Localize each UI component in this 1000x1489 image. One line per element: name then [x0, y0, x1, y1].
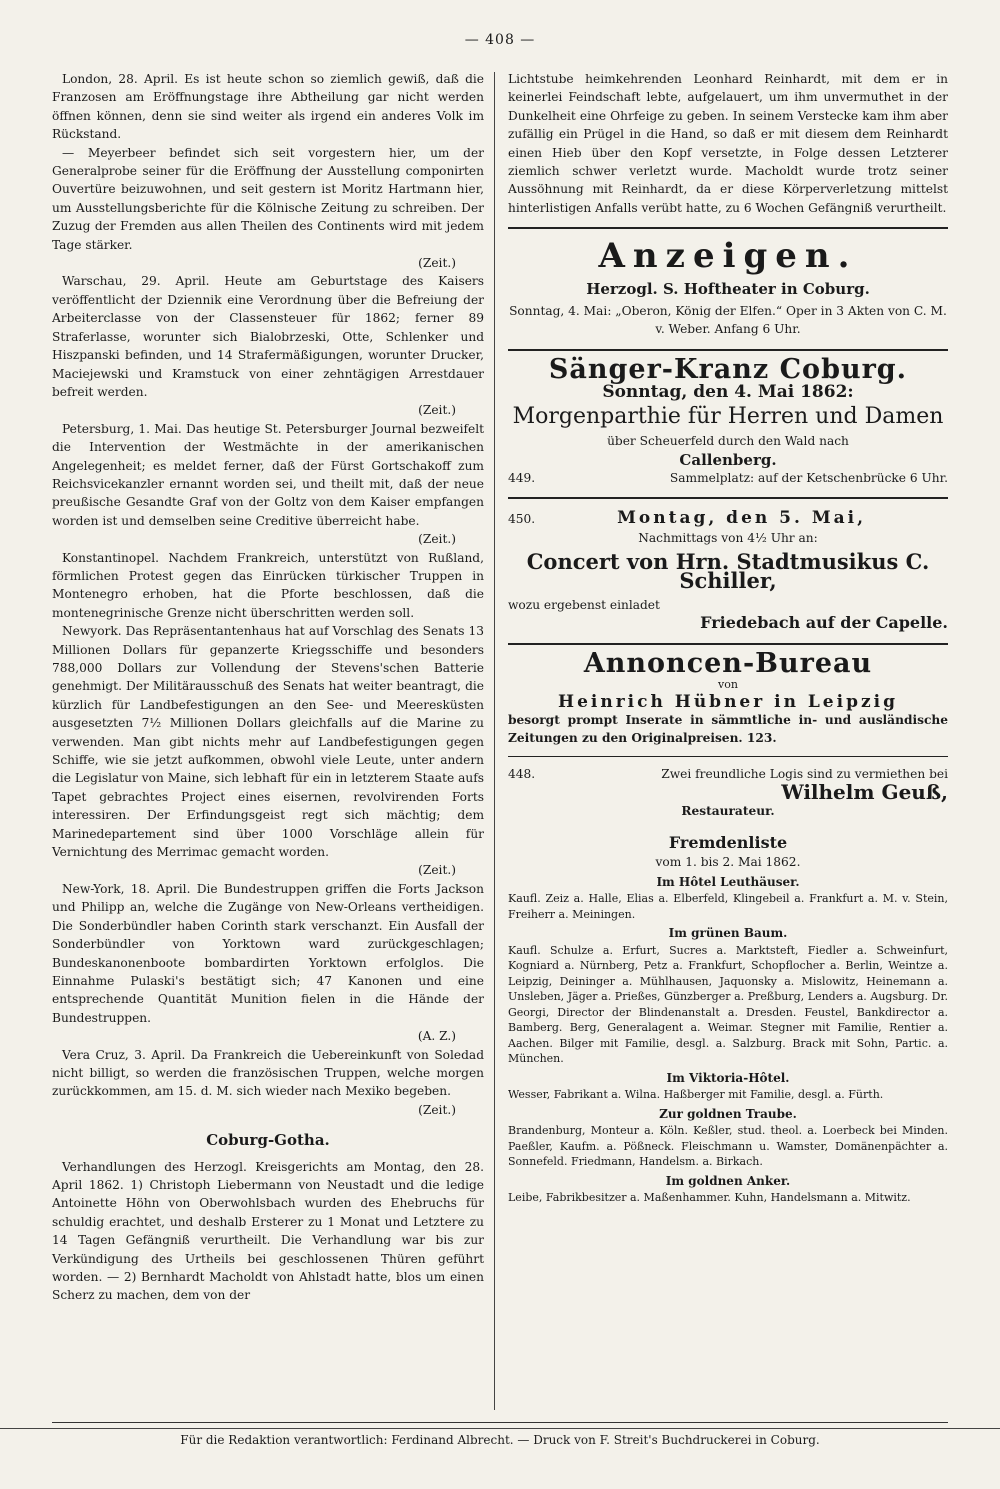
concert-day: Montag, den 5. Mai,: [617, 508, 867, 529]
concert-time: Nachmittags von 4½ Uhr an:: [638, 530, 818, 545]
ad-number: 448.: [508, 766, 536, 781]
annoncen-title: Annoncen-Bureau: [583, 647, 873, 679]
concert-invite: wozu ergebenst einladet: [508, 597, 660, 612]
concert-host: Friedebach auf der Capelle.: [700, 613, 948, 633]
annoncen-text-body: besorgt prompt Inserate in sämmtliche in- und ausländische Zeitungen zu den Originalpreisen.: [508, 713, 948, 746]
hotel-heading: Im grünen Baum.: [668, 926, 788, 941]
article-meyerbeer: — Meyerbeer befindet sich seit vorgestern hier, um der Generalprobe seiner für die Eröffnung der Ausstellung componirten Ouvertüre beizuwohnen, und seit gestern ist Moritz Hartmann hier, um Ausstellungsberichte für die Kölnische Zeitung zu schreiben. Der Zuzug der Fremden aus allen Theilen des Continents wird mit jedem Tage stärker.: [52, 145, 484, 252]
footer-imprint: Für die Redaktion verantwortlich: Ferdinand Albrecht. — Druck von F. Streit's Buchdruckerei in Coburg.: [0, 1428, 1000, 1447]
source-label: (Zeit.): [418, 863, 456, 878]
theater-heading: Herzogl. S. Hoftheater in Coburg.: [586, 279, 870, 298]
logis-role: Restaurateur.: [681, 803, 775, 818]
hotel-guests: Leibe, Fabrikbesitzer a. Maßenhammer. Kuhn, Handelsmann a. Mitwitz.: [508, 1190, 911, 1204]
ad-number: 450.: [508, 512, 536, 527]
hotel-heading: Im Viktoria-Hôtel.: [666, 1070, 790, 1085]
saenger-date: Sonntag, den 4. Mai 1862:: [602, 382, 854, 403]
article-warschau: Warschau, 29. April. Heute am Geburtstage des Kaisers veröffentlicht der Dziennik eine Verordnung über die Befreiung der Arbeiterclasse von der Classensteuer für 1862; ferner 89 Straferlasse, worunter sich Bialobrzeski, Otte, Schlenker und Hiszpanski befinden, und 14 Strafermäßigungen, worunter Drucker, Maciejewski und Kramstuck von einer zehntägigen Arrestdauer befreit werden.: [52, 274, 484, 399]
article-konstantinopel: Konstantinopel. Nachdem Frankreich, unterstützt von Rußland, förmlichen Protest gegen das Einrücken türkischer Truppen in Montenegro erhoben, hat die Pforte beschlossen, daß die montenegrinische Grenze nicht überschritten werden soll.: [52, 550, 484, 620]
article-petersburg: Petersburg, 1. Mai. Das heutige St. Petersburger Journal bezweifelt die Intervention der Westmächte in der amerikanischen Angelegenheit; es meldet ferner, daß der Fürst Gortschakoff zum Reichsvicekanzler ernannt worden sei, und theilt mit, daß der neue preußische Gesandte Graf von der Goltz von dem Kaiser empfangen worden ist und demselben seine Creditive überreicht habe.: [52, 421, 484, 528]
hotel-guests: Kaufl. Zeiz a. Halle, Elias a. Elberfeld, Klingebeil a. Frankfurt a. M. v. Stein, Freiherr a. Meiningen.: [508, 892, 948, 921]
article-kreisgericht: Verhandlungen des Herzogl. Kreisgerichts am Montag, den 28. April 1862. 1) Christoph Liebermann von Neustadt und die ledige Antoinette Höhn von Oberwohlsbach wurden des Ehebruchs für schuldig erachtet, und deshalb Ersterer zu 1 Monat und Letztere zu 14 Tagen Gefängniß verurtheilt. Die Verhandlung war bis zur Verkündigung des Urtheils bei geschlossenen Thüren geführt worden. — 2) Bernhardt Macholdt von Ahlstadt hatte, blos um einen Scherz zu machen, dem von der: [52, 1159, 484, 1303]
hotel-guests: Wesser, Fabrikant a. Wilna. Haßberger mit Familie, desgl. a. Fürth.: [508, 1088, 884, 1102]
annoncen-von: von: [718, 678, 738, 692]
divider: [508, 349, 948, 351]
divider: [508, 643, 948, 645]
saenger-route: über Scheuerfeld durch den Wald nach: [607, 434, 849, 449]
ad-number: 123.: [746, 731, 777, 746]
concert-day-row: [508, 509, 948, 528]
source-label: (Zeit.): [418, 532, 456, 547]
hotel-heading: Im Hôtel Leuthäuser.: [656, 874, 800, 889]
column-divider: [494, 72, 495, 1410]
saenger-title: Sänger-Kranz Coburg.: [548, 353, 908, 385]
article-london: London, 28. April. Es ist heute schon so ziemlich gewiß, daß die Franzosen am Eröffnungstage ihre Abtheilung gar nicht werden öffnen können, denn sie sind weiter als irgend ein anderes Volk im Rückstand.: [52, 72, 484, 142]
divider: [508, 497, 948, 499]
source-label: (A. Z.): [417, 1029, 456, 1044]
ads-heading: Anzeigen.: [598, 236, 858, 277]
article-newyork: Newyork. Das Repräsentantenhaus hat auf Vorschlag des Senats 13 Millionen Dollars für gepanzerte Kriegsschiffe und besonders 788,000 Dollars zur Vollendung der Stevens'schen Batterie genehmigt. Der Militärausschuß des Senats hat weiter beantragt, die kürzlich für Landbefestigungen an den See- und Meeresküsten ausgesetzten 7½ Millionen Dollars gleichfalls auf die Marine zu verwenden. Man gibt nichts mehr auf Landbefestigungen gegen Schiffe, wie sie jetzt aufkommen, obwohl viele Leute, unter andern die Legislatur von Maine, sich lebhaft für ein in letzterem Staate aufs Tapet gebrachtes Project eines eisernen, revolvirenden Forts interessiren. Der Erfindungsgeist regt sich mächtig; dem Marinedepartement sind über 1000 Vorschläge allein für Vernichtung des Merrimac gemacht worden.: [52, 624, 484, 860]
annoncen-text: [508, 711, 948, 748]
source-label: (Zeit.): [418, 403, 456, 418]
logis-text: Zwei freundliche Logis sind zu vermiethen bei: [661, 766, 948, 781]
saenger-meet: Sammelplatz: auf der Ketschenbrücke 6 Uhr.: [669, 470, 948, 485]
saenger-meet-row: [508, 469, 948, 487]
right-column: [508, 70, 948, 1205]
saenger-place: Callenberg.: [679, 450, 777, 469]
source-label: (Zeit.): [418, 256, 456, 271]
theater-text: Sonntag, 4. Mai: „Oberon, König der Elfen.“ Oper in 3 Akten von C. M. v. Weber. Anfang 6 Uhr.: [509, 304, 947, 337]
article-vera-cruz: Vera Cruz, 3. April. Da Frankreich die Uebereinkunft von Soledad nicht billigt, so werden die französischen Truppen, welche morgen zurückkommen, am 15. d. M. sich wieder nach Mexiko begeben.: [52, 1047, 484, 1099]
divider: [508, 227, 948, 229]
page-number: — 408 —: [464, 32, 536, 48]
fremden-title: Fremdenliste: [668, 833, 788, 853]
section-heading: Coburg-Gotha.: [206, 1131, 330, 1150]
left-column: [52, 70, 484, 1305]
article-new-york: New-York, 18. April. Die Bundestruppen griffen die Forts Jackson und Philipp an, welche die Zugänge von New-Orleans vertheidigen. Die Sonderbündler haben Corinth stark verschanzt. Ein Ausfall der Sonderbündler von Yorktown ward zurückgeschlagen; Bundeskanonenboote bombardirten Yorktown erfolglos. Die Einnahme Pulaski's bestätigt sich; 47 Kanonen und eine entsprechende Quantität Munition fielen in die Hände der Bundestruppen.: [52, 881, 484, 1025]
ad-number: 449.: [508, 470, 536, 485]
source-label: (Zeit.): [418, 1102, 456, 1117]
hotel-heading: Zur goldnen Traube.: [659, 1106, 797, 1121]
footer-rule: [52, 1422, 948, 1423]
hotel-guests: Brandenburg, Monteur a. Köln. Keßler, stud. theol. a. Loerbeck bei Minden. Paeßler, Kaufm. a. Pößneck. Fleischmann u. Wamster, Domänenpächter a. Sonnefeld. Friedmann, Handelsm. a. Birkach.: [508, 1124, 948, 1169]
divider: [508, 756, 948, 757]
concert-title: Concert von Hrn. Stadtmusikus C. Schiller,: [526, 549, 930, 593]
saenger-event: Morgenparthie für Herren und Damen: [512, 403, 944, 429]
logis-name: Wilhelm Geuß,: [781, 780, 948, 805]
fremden-date: vom 1. bis 2. Mai 1862.: [655, 854, 801, 869]
hotel-guests: Kaufl. Schulze a. Erfurt, Sucres a. Marktsteft, Fiedler a. Schweinfurt, Kogniard a. Nürnberg, Petz a. Frankfurt, Schopflocher a. Berlin, Weintze a. Leipzig, Deininger a. Mühlhausen, Jaquonsky a. Mislowitz, Heinemann a. Unsleben, Jäger a. Prießes, Günzberger a. Preßburg, Lenders a. Augsburg. Dr. Georgi, Director der Blindenanstalt a. Dresden. Feustel, Bankdirector a. Bamberg. Berg, Generalagent a. Weimar. Stegner mit Familie, Rentier a. Aachen. Bilger mit Familie, desgl. a. Salzburg. Brack mit Sohn, Partic. a. München.: [508, 943, 948, 1066]
hotel-heading: Im goldnen Anker.: [665, 1173, 791, 1188]
annoncen-name: Heinrich Hübner in Leipzig: [558, 691, 898, 712]
article-continuation: Lichtstube heimkehrenden Leonhard Reinhardt, mit dem er in keinerlei Feindschaft lebte, aufgelauert, um ihm unvermuthet in der Dunkelheit eine Ohrfeige zu geben. In seinem Verstecke kam ihm aber zufällig ein Prügel in die Hand, so daß er mit diesem dem Reinhardt einen Hieb über den Kopf versetzte, in Folge dessen Letzterer ziemlich schwer verletzt wurde. Macholdt wurde trotz seiner Aussöhnung mit Reinhardt, da er diese Körperverletzung mittelst hinterlistigen Anfalls verübt hatte, zu 6 Wochen Gefängniß verurtheilt.: [508, 72, 948, 215]
